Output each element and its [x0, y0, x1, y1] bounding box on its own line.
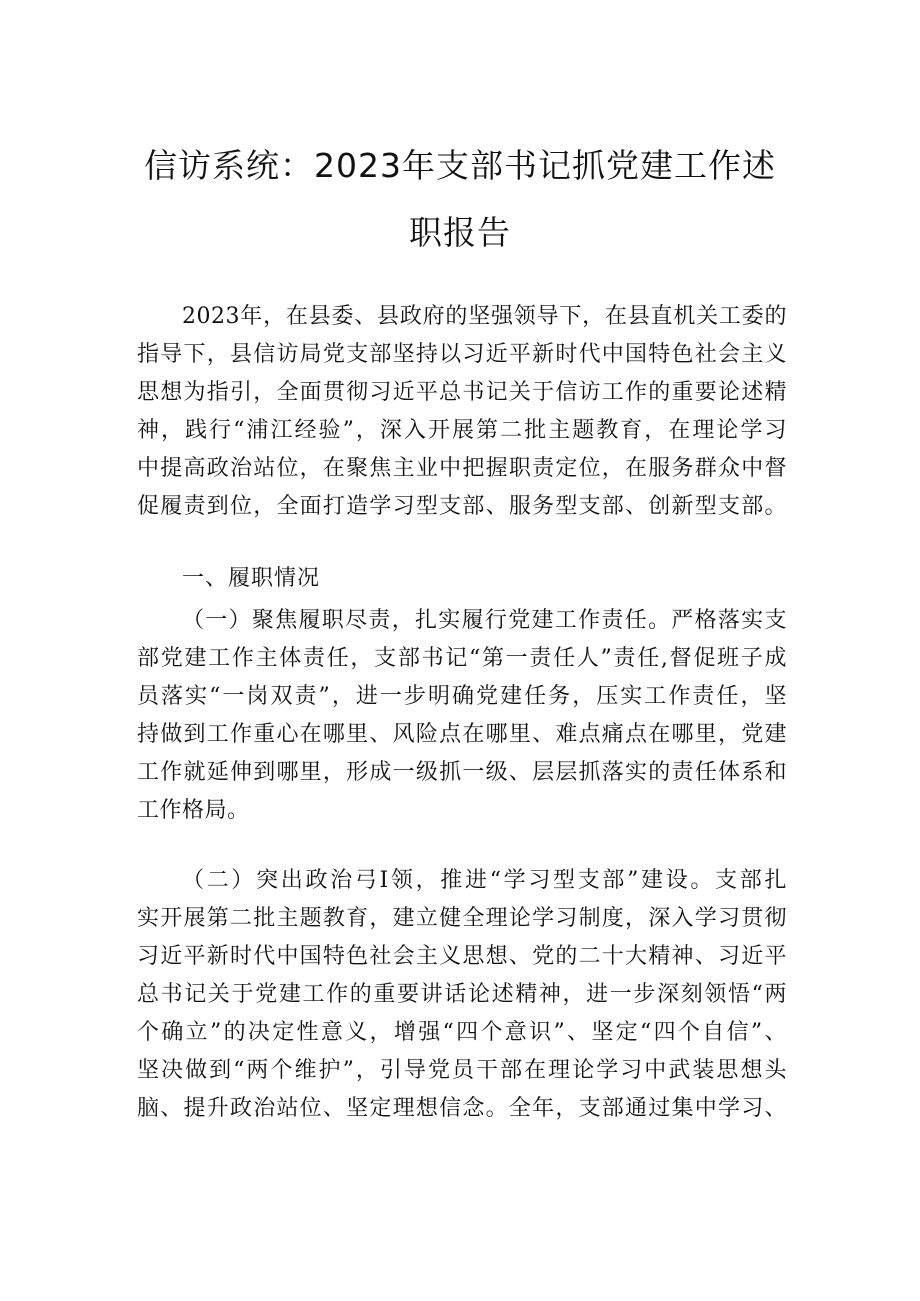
paragraph-line: 2023年，在县委、县政府的坚强领导下，在县直机关工委的 — [182, 304, 787, 329]
document-title-line-2: 职报告 — [409, 213, 511, 252]
paragraph-line: （二）突出政治弓I领，推进“学习型支部”建设。支部扎 — [182, 868, 787, 893]
paragraph-line: 实开展第二批主题教育，建立健全理论学习制度，深入学习贯彻 — [137, 906, 787, 931]
paragraph-line: 坚决做到“两个维护”，引导党员干部在理论学习中武装思想头 — [137, 1058, 787, 1083]
paragraph-line: 思想为指引，全面贯彻习近平总书记关于信访工作的重要论述精 — [137, 380, 787, 405]
paragraph-line: 中提高政治站位，在聚焦主业中把握职责定位，在服务群众中督 — [137, 456, 787, 481]
paragraph-line: 持做到工作重心在哪里、风险点在哪里、难点痛点在哪里，党建 — [137, 722, 787, 747]
paragraph-line: 神，践行“浦江经验”，深入开展第二批主题教育，在理论学习 — [137, 418, 787, 443]
paragraph-line: 总书记关于党建工作的重要讲话论述精神，进一步深刻领悟“两 — [137, 982, 787, 1007]
paragraph-line: 指导下，县信访局党支部坚持以习近平新时代中国特色社会主义 — [137, 342, 787, 367]
document-title-line-1: 信访系统：2023年支部书记抓党建工作述 — [144, 146, 776, 185]
paragraph-line: 脑、提升政治站位、坚定理想信念。全年，支部通过集中学习、 — [137, 1096, 787, 1121]
paragraph-line: 工作格局。 — [137, 798, 250, 823]
paragraph-line: 个确立”的决定性意义，增强“四个意识”、坚定“四个自信”、 — [137, 1020, 787, 1045]
section-heading: 一、履职情况 — [182, 566, 321, 591]
paragraph-line: （一）聚焦履职尽责，扎实履行党建工作责任。严格落实支 — [182, 608, 787, 633]
paragraph-line: 促履责到位，全面打造学习型支部、服务型支部、创新型支部。 — [137, 494, 787, 519]
paragraph-line: 工作就延伸到哪里，形成一级抓一级、层层抓落实的责任体系和 — [137, 760, 787, 785]
paragraph-line: 员落实“一岗双责”，进一步明确党建任务，压实工作责任，坚 — [137, 684, 787, 709]
paragraph-line: 部党建工作主体责任，支部书记“第一责任人”责任,督促班子成 — [137, 646, 787, 671]
paragraph-line: 习近平新时代中国特色社会主义思想、党的二十大精神、习近平 — [137, 944, 787, 969]
